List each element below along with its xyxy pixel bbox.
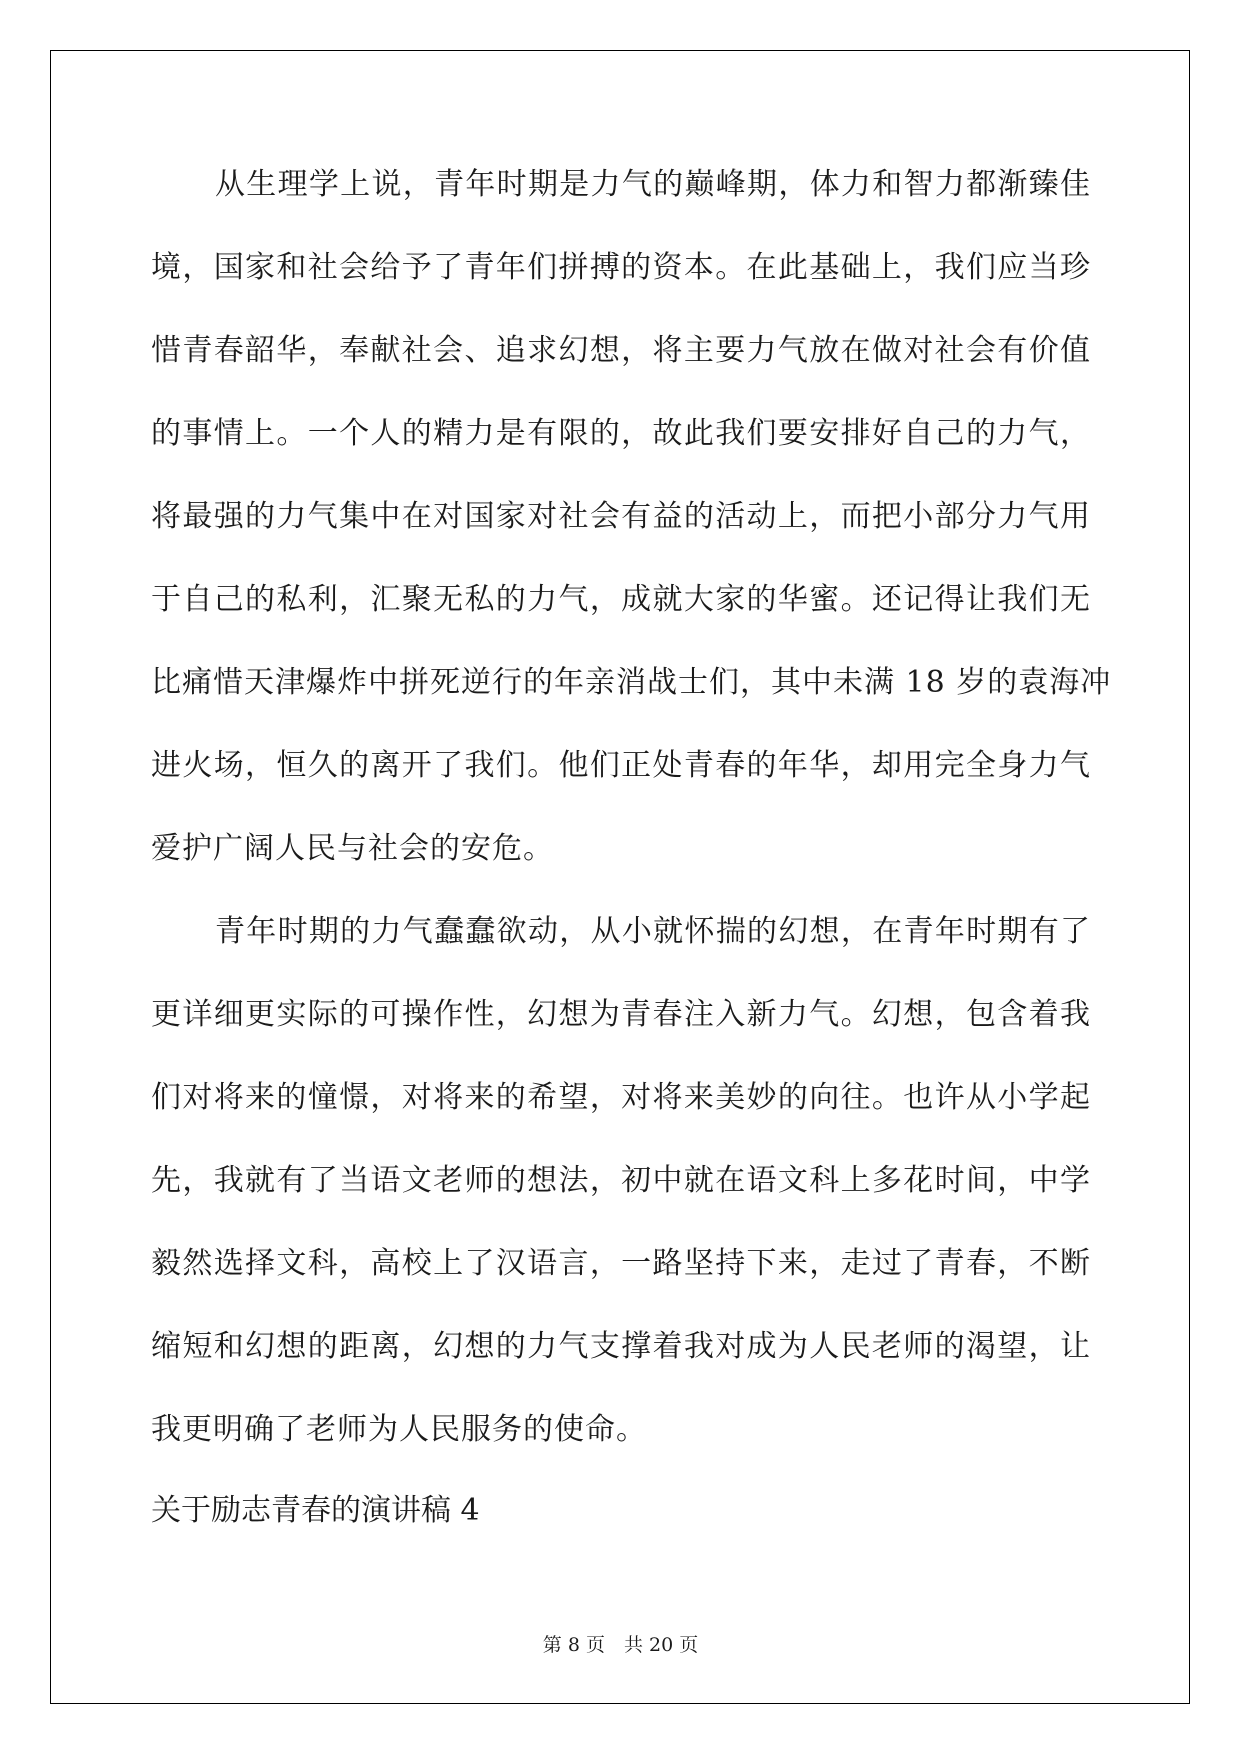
text-line: 进火场，恒久的离开了我们。他们正处青春的年华，却用完全身力气	[151, 748, 1091, 783]
text-line: 于自己的私利，汇聚无私的力气，成就大家的华蜜。还记得让我们无	[151, 582, 1091, 617]
paragraph-1	[151, 160, 1112, 907]
text-line: 比痛惜天津爆炸中拼死逆行的年亲消战士们，其中未满 18 岁的袁海冲	[151, 665, 1112, 700]
text-line: 们对将来的憧憬，对将来的希望，对将来美妙的向往。也许从小学起	[151, 1080, 1091, 1115]
text-line: 的事情上。一个人的精力是有限的，故此我们要安排好自己的力气，	[151, 416, 1091, 451]
text-line: 先，我就有了当语文老师的想法，初中就在语文科上多花时间，中学	[151, 1163, 1091, 1198]
paragraph-2	[151, 907, 1091, 1488]
text-line: 毅然选择文科，高校上了汉语言，一路坚持下来，走过了青春，不断	[151, 1246, 1091, 1281]
text-line: 爱护广阔人民与社会的安危。	[151, 831, 554, 866]
text-line: 从生理学上说，青年时期是力气的巅峰期，体力和智力都渐臻佳	[215, 167, 1091, 202]
document-body	[151, 160, 1112, 1488]
page-number-footer: 第 8 页 共 20 页	[542, 1634, 699, 1656]
text-line: 更详细更实际的可操作性，幻想为青春注入新力气。幻想，包含着我	[151, 997, 1091, 1032]
text-line: 青年时期的力气蠢蠢欲动，从小就怀揣的幻想，在青年时期有了	[215, 914, 1091, 949]
section-heading: 关于励志青春的演讲稿 4	[151, 1493, 480, 1528]
text-line: 将最强的力气集中在对国家对社会有益的活动上，而把小部分力气用	[151, 499, 1091, 534]
text-line: 缩短和幻想的距离，幻想的力气支撑着我对成为人民老师的渴望，让	[151, 1329, 1091, 1364]
text-line: 境，国家和社会给予了青年们拼搏的资本。在此基础上，我们应当珍	[151, 250, 1091, 285]
text-line: 惜青春韶华，奉献社会、追求幻想，将主要力气放在做对社会有价值	[151, 333, 1091, 368]
text-line: 我更明确了老师为人民服务的使命。	[151, 1412, 647, 1447]
